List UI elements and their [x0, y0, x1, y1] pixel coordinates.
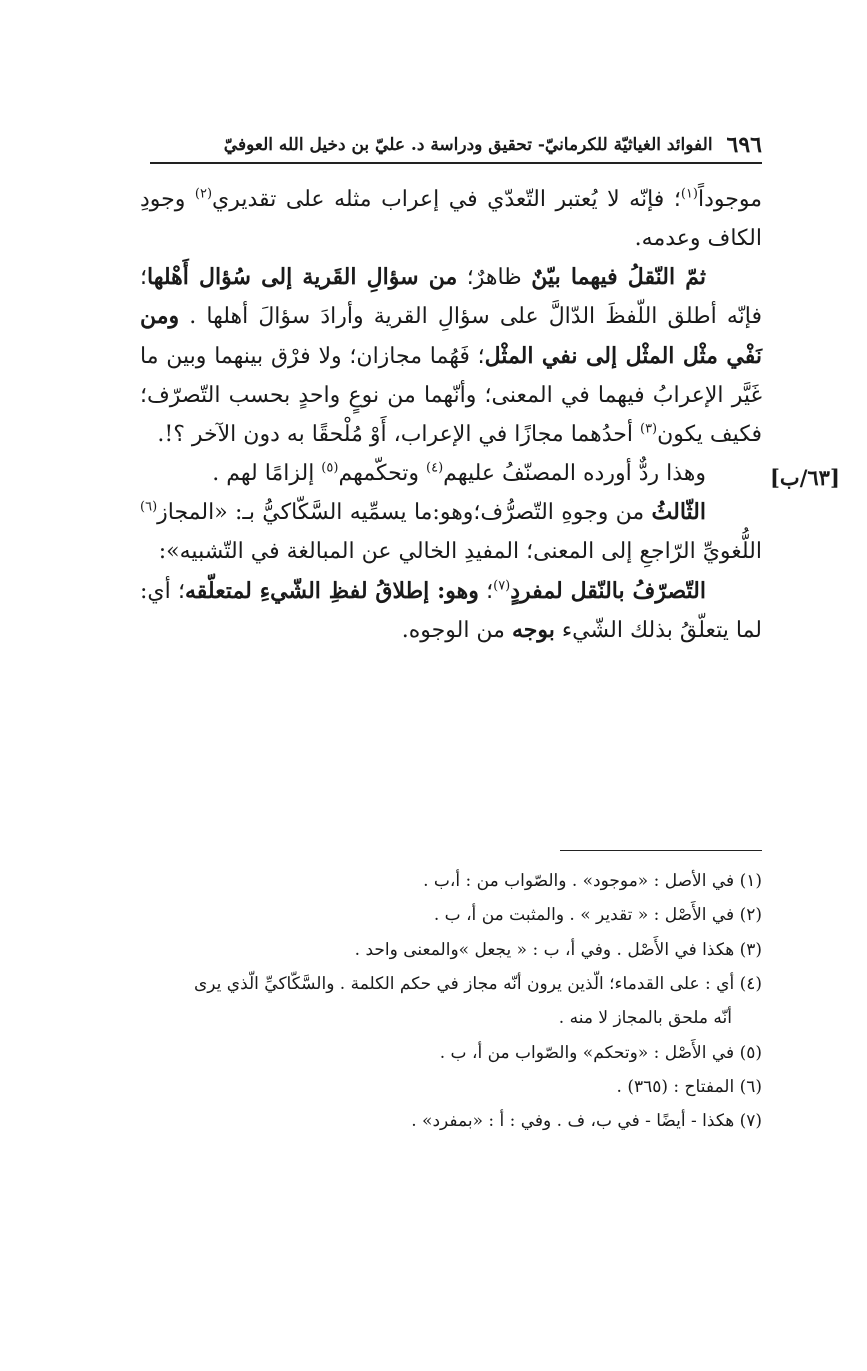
text-run: ؛ فإنّه لا يُعتبر التّعدّي في إعراب مثله على تقديري	[212, 187, 681, 212]
text-run: من الوجوه.	[401, 617, 512, 643]
text-run: أحدُهما مجازًا في الإعراب، أَوْ مُلْحقًا به دون الآخر ؟!.	[157, 421, 640, 447]
footnote-3: (٣) هكذا في الأَصْل . وفي أ، ب : « يجعل »والمعنى واحد .	[354, 939, 762, 960]
bold-text: بوجه	[511, 616, 555, 643]
text-run: ؛ فَهُما مجازان؛ ولا فرْق بينهما وبين ما غَيَّر الإعرابُ فيهما في المعنى؛ وأنّهما من نوعٍ واحدٍ بحسب التّصرّف؛ فكيف يكون	[140, 343, 762, 447]
text-run: من وجوهِ التّصرُّف؛وهو:ما يسمِّيه السَّكّاكيُّ بـ: «المجاز	[157, 500, 652, 526]
bold-text: من سؤالِ القَرية إلى سُؤال أَهْلها	[147, 264, 458, 291]
paragraph-1	[140, 180, 762, 258]
paragraph-5	[140, 572, 762, 650]
paragraph-2	[140, 258, 762, 454]
bold-text: الثّالثُ	[651, 499, 706, 526]
footnote-ref: (١)	[680, 186, 698, 202]
footnote-ref: (٤)	[426, 460, 444, 476]
paragraph-3	[140, 454, 762, 493]
bold-text: التّصرّفُ بالنّقل لمفردٍ	[510, 577, 706, 604]
text-run: إلزامًا لهم .	[212, 461, 322, 487]
footnote-ref: (٢)	[194, 186, 213, 202]
text-run: وهذا ردٌّ أورده المصنّفُ عليهم	[443, 461, 706, 487]
footnote-1: (١) في الأصل : «موجود» . والصّواب من : أ،ب .	[423, 871, 762, 891]
footnote-2: (٢) في الأَصْل : « تقدير » . والمثبت من أ، ب .	[433, 905, 762, 926]
footnote-4: (٤) أي : على القدماء؛ الّذين يرون أنّه مجاز في حكم الكلمة . والسَّكّاكيِّ الّذي يرى	[193, 973, 762, 994]
page-header	[150, 128, 762, 164]
text-run: ؛	[478, 578, 494, 604]
text-run: وتحكّمهم	[338, 461, 427, 487]
footnote-4-continued: أنّه ملحق بالمجاز لا منه .	[558, 1008, 732, 1029]
footnote-6: (٦) المفتاح : (٣٦٥) .	[616, 1076, 762, 1097]
footnote-separator	[560, 850, 762, 851]
text-run: ؛ أي: لما يتعلّقُ بذلك الشّيء	[140, 578, 762, 643]
running-title: الفوائد الغياثيّة للكرمانيّ- تحقيق ودراسة د. عليّ بن دخيل الله العوفيّ	[223, 135, 713, 155]
footnote-ref: (٥)	[321, 460, 339, 476]
text-run: ؛ فإنّه أطلق اللّفظَ الدّالَّ على سؤالِ القرية وأرادَ سؤالَ أهلها .	[140, 265, 762, 330]
bold-text: ثمّ النّقلُ فيهما بيّنٌ	[531, 264, 706, 291]
footnote-ref: (٧)	[493, 578, 511, 594]
footnotes	[90, 864, 762, 1139]
footnote-5: (٥) في الأَصْل : «وتحكم» والصّواب من أ، ب .	[439, 1042, 762, 1063]
footnote-ref: (٦)	[140, 499, 158, 515]
text-run: موجوداً	[697, 187, 762, 212]
footnote-7: (٧) هكذا - أيضًا - في ب، ف . وفي : أ : «بمفرد» .	[411, 1111, 762, 1132]
text-run: ظاهرٌ؛	[457, 265, 532, 291]
text-run: اللُّغويِّ الرّاجعِ إلى المعنى؛ المفيدِ الخالي عن المبالغة في التّشبيه»:	[158, 539, 762, 565]
bold-text: ومن نَفْي مثْل المثْل إلى نفي المثْل	[140, 303, 762, 369]
text-run: وجودِ الكاف وعدمه.	[140, 187, 762, 252]
page-number: ٦٩٦	[726, 132, 762, 158]
manuscript-folio-marker: [٦٣/ب]	[770, 465, 840, 490]
main-text	[140, 180, 762, 650]
footnote-ref: (٣)	[639, 421, 658, 437]
bold-text: وهو: إطلاقُ لفظِ الشّيءِ لمتعلّقه	[184, 577, 479, 604]
paragraph-4	[140, 493, 762, 571]
